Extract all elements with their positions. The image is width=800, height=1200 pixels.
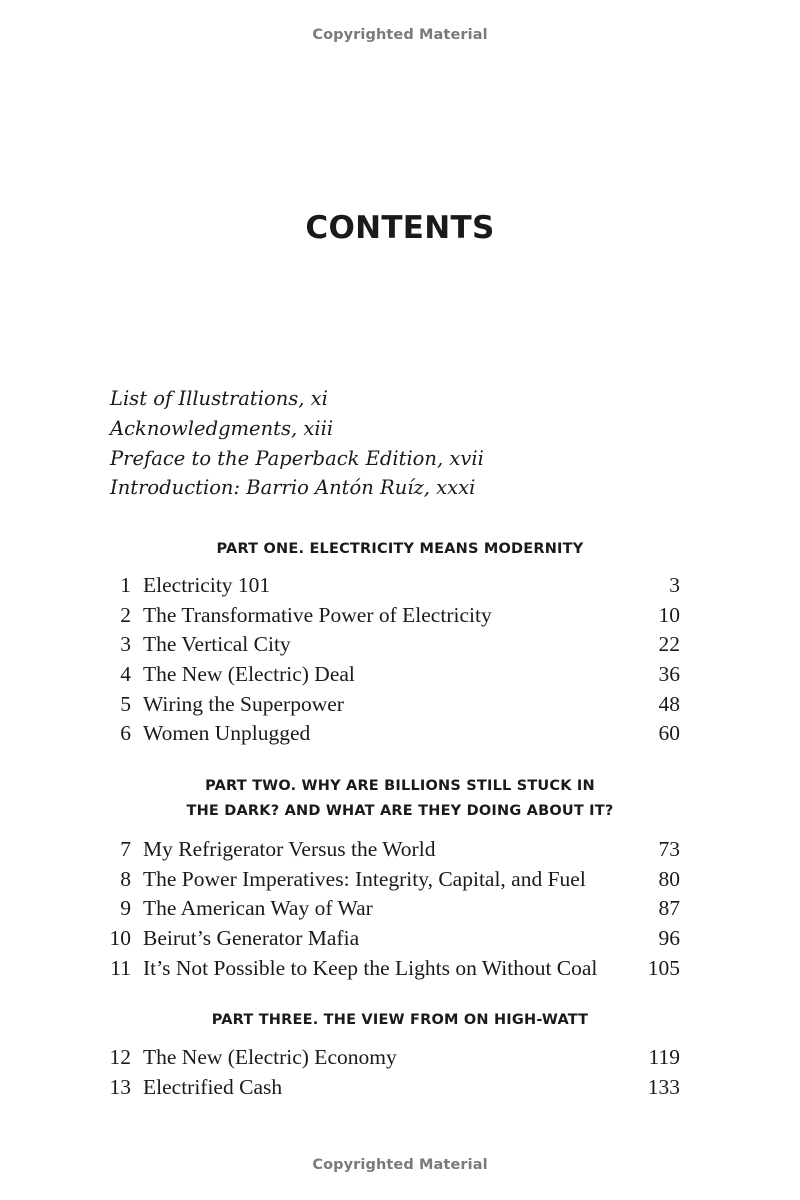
part-heading — [0, 537, 800, 562]
chapter-row — [100, 662, 680, 692]
chapter-title: The Vertical City — [143, 632, 291, 657]
chapter-list — [100, 837, 680, 985]
chapter-number: 13 — [109, 1074, 131, 1099]
chapter-row — [100, 1075, 680, 1105]
chapter-number: 4 — [120, 662, 131, 687]
chapter-page: 36 — [658, 662, 680, 687]
chapter-page: 22 — [658, 632, 680, 657]
chapter-page: 3 — [669, 573, 680, 597]
chapter-title: Beirut’s Generator Mafia — [143, 926, 360, 951]
part-heading-line: PART ONE. ELECTRICITY MEANS MODERNITY — [216, 541, 584, 557]
chapter-row — [100, 896, 680, 926]
chapter-number: 2 — [120, 602, 131, 627]
chapter-title: The New (Electric) Deal — [143, 662, 355, 687]
chapter-row — [100, 956, 680, 986]
chapter-page: 133 — [647, 1074, 680, 1099]
chapter-row — [100, 926, 680, 956]
chapter-title: The New (Electric) Economy — [143, 1045, 397, 1069]
chapter-list — [100, 1045, 680, 1104]
chapter-page: 87 — [658, 896, 680, 921]
chapter-title: Wiring the Superpower — [143, 691, 344, 716]
chapter-page: 10 — [658, 602, 680, 627]
chapter-page: 73 — [658, 837, 680, 861]
chapter-title: Electricity 101 — [143, 573, 271, 597]
chapter-title: The Power Imperatives: Integrity, Capital, and Fuel — [143, 866, 586, 891]
chapter-number: 8 — [120, 866, 131, 891]
chapter-row — [100, 721, 680, 751]
front-matter-item: Introduction: Barrio Antón Ruíz, xxxi — [110, 476, 476, 500]
part-heading — [0, 774, 800, 824]
chapter-number: 11 — [110, 955, 131, 980]
chapter-page: 96 — [658, 926, 680, 951]
copyright-header: Copyrighted Material — [312, 27, 488, 43]
chapter-row — [100, 603, 680, 633]
chapter-title: Electrified Cash — [143, 1074, 283, 1099]
chapter-row — [100, 632, 680, 662]
part-heading-line: PART TWO. WHY ARE BILLIONS STILL STUCK IN — [205, 778, 595, 794]
front-matter-item: Acknowledgments, xiii — [110, 416, 334, 440]
copyright-footer: Copyrighted Material — [312, 1157, 488, 1173]
chapter-page: 80 — [658, 866, 680, 891]
chapter-title: The Transformative Power of Electricity — [143, 602, 492, 627]
chapter-title: It’s Not Possible to Keep the Lights on Without Coal — [143, 955, 598, 980]
front-matter-list — [110, 384, 484, 503]
chapter-page: 60 — [658, 721, 680, 746]
chapter-number: 10 — [109, 926, 131, 951]
chapter-row — [100, 1045, 680, 1075]
front-matter-item: List of Illustrations, xi — [110, 387, 328, 410]
chapter-number: 1 — [120, 573, 131, 597]
part-heading-line: PART THREE. THE VIEW FROM ON HIGH-WATT — [211, 1012, 589, 1028]
chapter-title: My Refrigerator Versus the World — [143, 837, 436, 861]
chapter-number: 12 — [109, 1045, 131, 1069]
chapter-page: 105 — [647, 955, 680, 980]
chapter-title: Women Unplugged — [143, 721, 311, 746]
part-heading-line: THE DARK? AND WHAT ARE THEY DOING ABOUT IT? — [186, 803, 614, 819]
chapter-number: 3 — [120, 632, 131, 657]
chapter-list — [100, 573, 680, 751]
chapter-row — [100, 692, 680, 722]
front-matter-item: Preface to the Paperback Edition, xvii — [110, 446, 484, 470]
page-title: CONTENTS — [305, 210, 495, 246]
chapter-page: 119 — [648, 1045, 680, 1069]
chapter-number: 9 — [120, 896, 131, 921]
chapter-number: 5 — [120, 691, 131, 716]
chapter-page: 48 — [658, 691, 680, 716]
chapter-number: 7 — [120, 837, 131, 861]
chapter-row — [100, 867, 680, 897]
chapter-row — [100, 573, 680, 603]
chapter-number: 6 — [120, 721, 131, 746]
part-heading — [0, 1008, 800, 1033]
chapter-row — [100, 837, 680, 867]
chapter-title: The American Way of War — [143, 896, 373, 921]
